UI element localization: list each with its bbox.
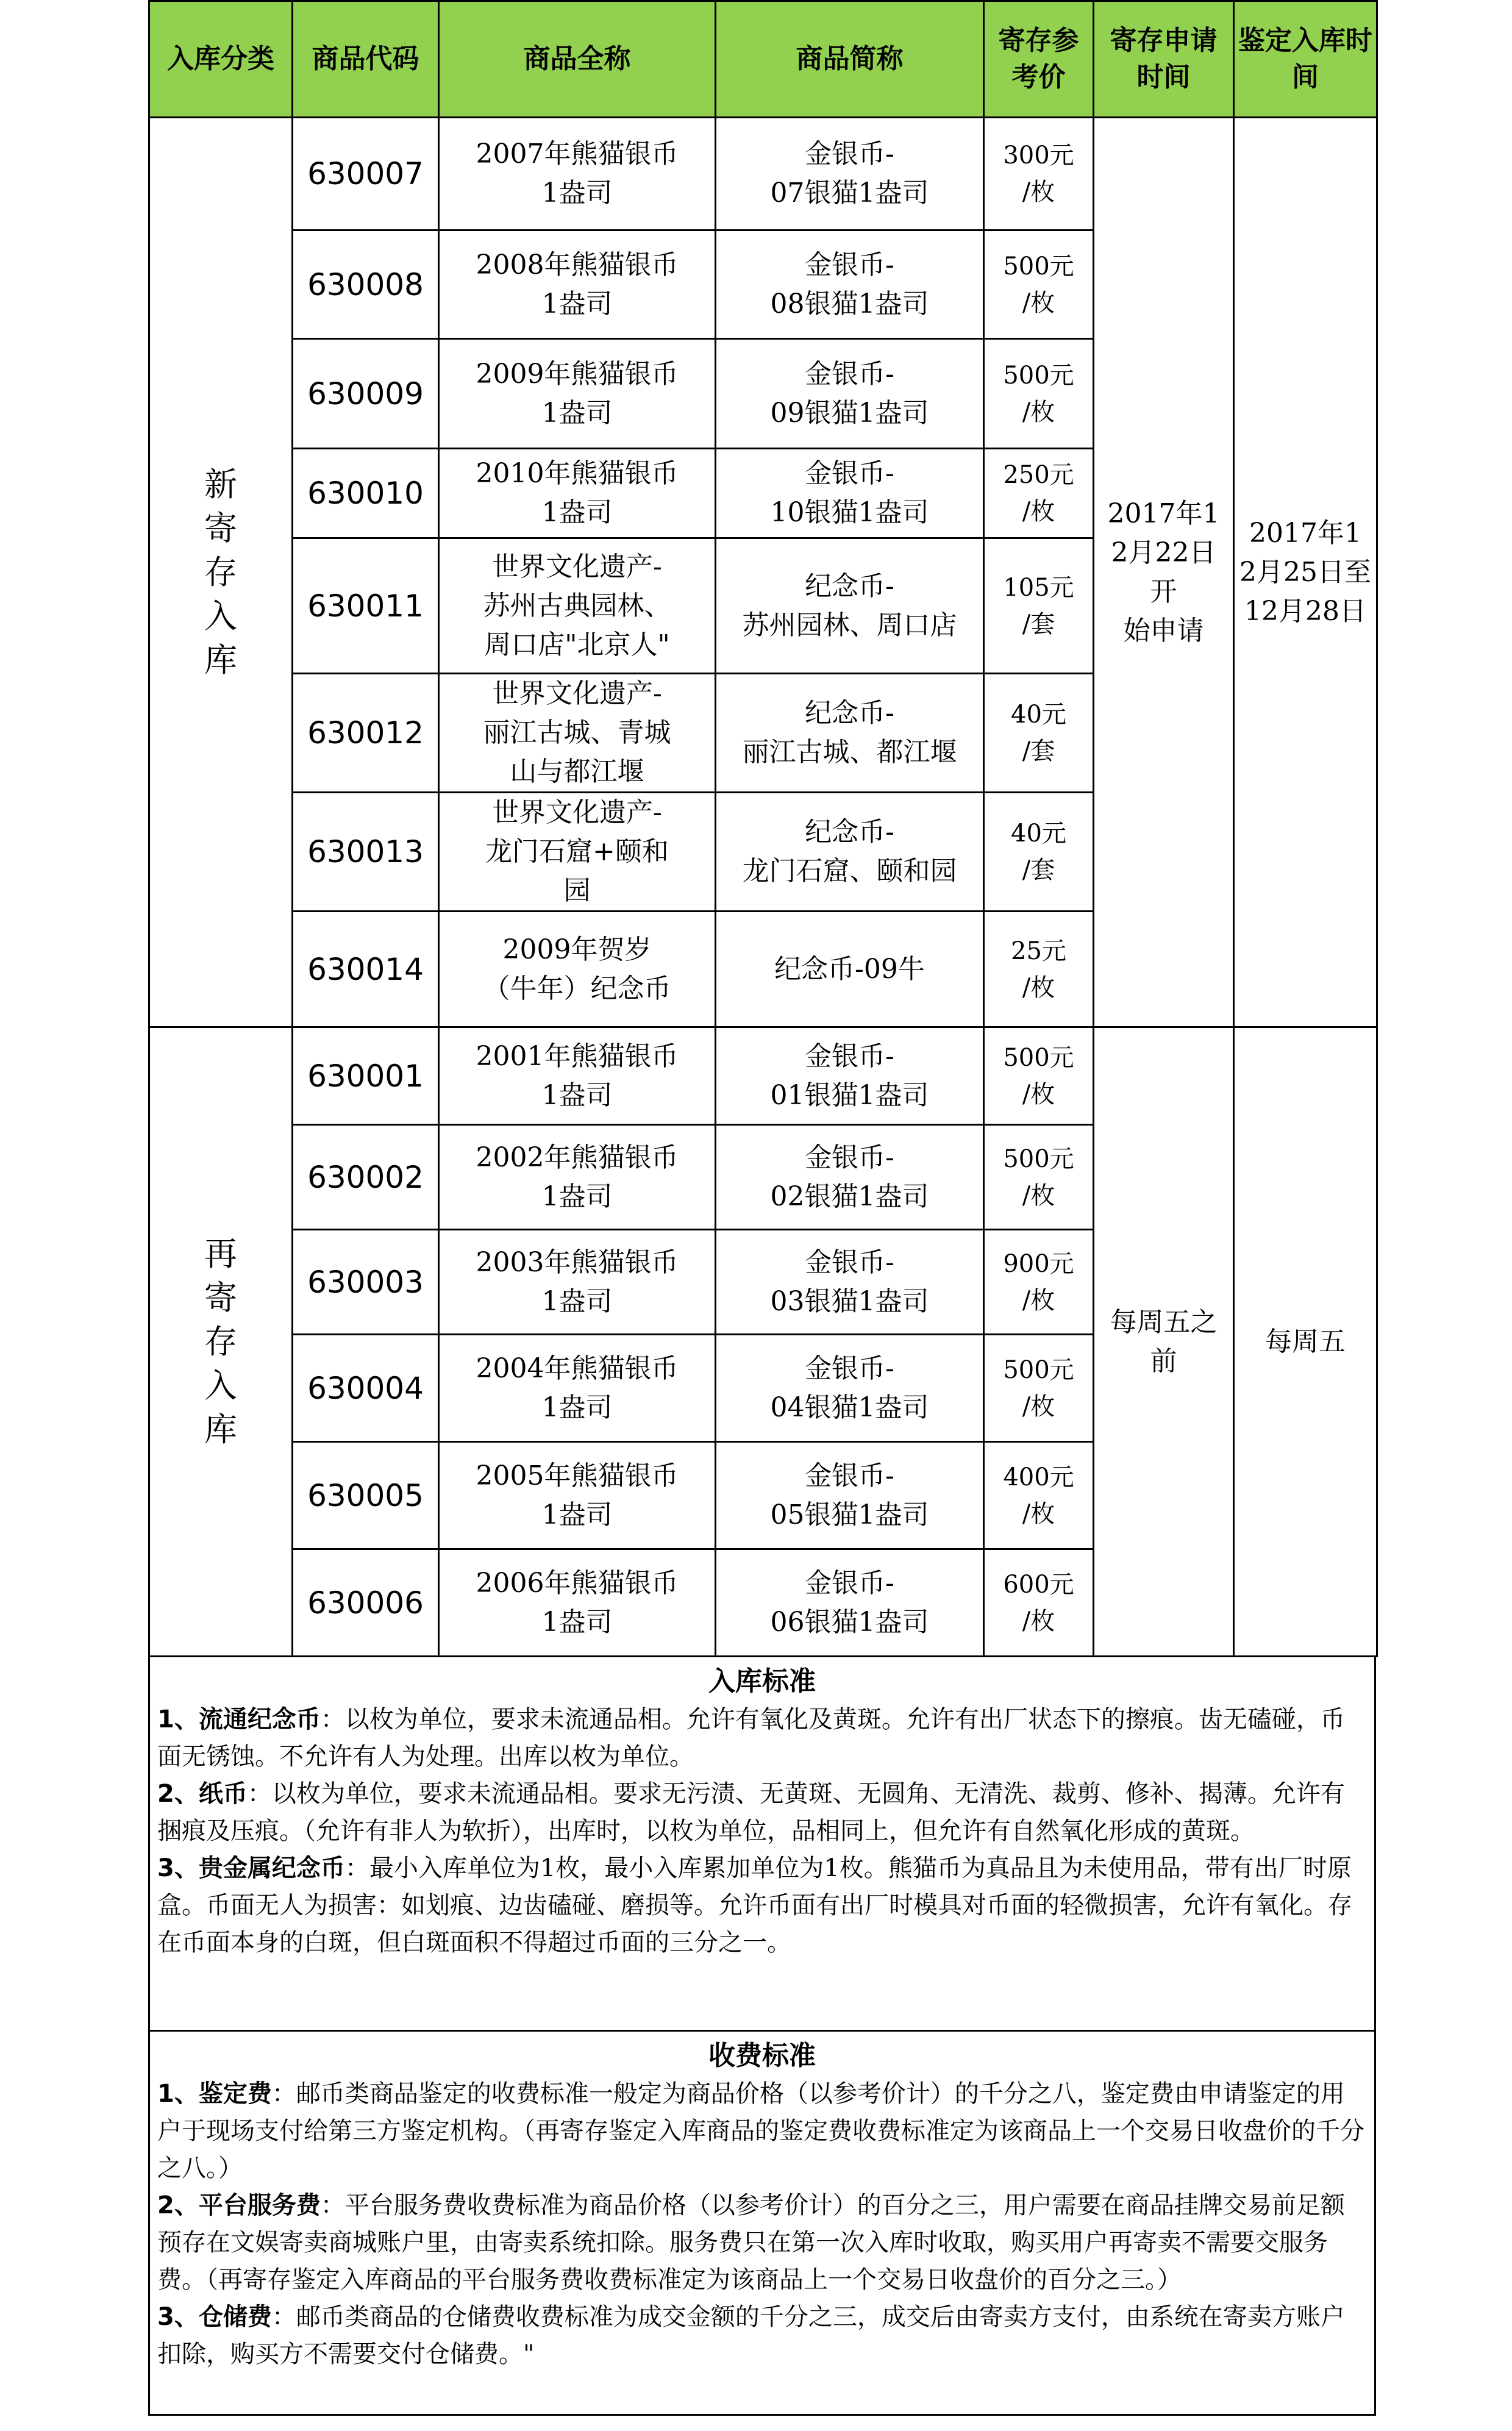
fee-rule-item-text: ：邮币类商品的仓储费收费标准为成交金额的千分之三，成交后由寄卖方支付，由系统在寄卖方账户扣除，购买方不需要交付仓储费。" [157,2303,1345,2368]
table-row [149,118,1377,230]
appraise-time-cell: 每周五 [1234,1027,1377,1657]
product-short-name: 金银币- 06银猫1盎司 [716,1549,984,1657]
storage-rule-item-label: 1、流通纪念币 [157,1705,321,1733]
storage-rule-item-text: ：最小入库单位为1枚，最小入库累加单位为1枚。熊猫币为真品且为未使用品，带有出厂时原盒。币面无人为损害：如划痕、边齿磕碰、磨损等。允许币面有出厂时模具对币面的轻微损害，允许有氧化。存在币面本身的白斑，但白斑面积不得超过币面的三分之一。 [157,1854,1352,1957]
storage-standard [148,1657,1376,2032]
reference-price: 500元 /枚 [984,339,1094,449]
reference-price: 300元 /枚 [984,118,1094,230]
header-category: 入库分类 [149,1,293,118]
storage-rule-item [157,1776,1367,1850]
reference-price: 105元 /套 [984,538,1094,674]
storage-rule-item-text: ：以枚为单位，要求未流通品相。允许有氧化及黄斑。允许有出厂状态下的擦痕。齿无磕碰，币面无锈蚀。不允许有人为处理。出库以枚为单位。 [157,1705,1345,1771]
product-short-name: 金银币- 07银猫1盎司 [716,118,984,230]
product-short-name: 金银币- 03银猫1盎司 [716,1230,984,1335]
header-short-name: 商品简称 [716,1,984,118]
apply-time-cell: 每周五之前 [1094,1027,1234,1657]
product-code: 630001 [293,1027,439,1125]
product-short-name: 金银币- 02银猫1盎司 [716,1125,984,1230]
table-row [149,1027,1377,1125]
product-short-name: 纪念币- 龙门石窟、颐和园 [716,793,984,912]
product-short-name: 纪念币-09牛 [716,912,984,1027]
product-full-name: 世界文化遗产- 丽江古城、青城 山与都江堰 [439,674,716,793]
product-code: 630007 [293,118,439,230]
appraise-time-cell: 2017年1 2月25日至 12月28日 [1234,118,1377,1027]
category-cell: 再 寄 存 入 库 [149,1027,293,1657]
product-full-name: 2005年熊猫银币 1盎司 [439,1442,716,1549]
product-full-name: 2010年熊猫银币 1盎司 [439,449,716,538]
document [148,0,1376,2416]
fee-rule-item [157,2076,1367,2187]
product-code: 630003 [293,1230,439,1335]
product-code: 630006 [293,1549,439,1657]
fee-standard [148,2032,1376,2416]
header-row [149,1,1377,118]
product-code: 630010 [293,449,439,538]
product-full-name: 2008年熊猫银币 1盎司 [439,230,716,339]
product-short-name: 金银币- 10银猫1盎司 [716,449,984,538]
product-code: 630005 [293,1442,439,1549]
product-code: 630011 [293,538,439,674]
product-short-name: 金银币- 01银猫1盎司 [716,1027,984,1125]
fee-rule-item [157,2299,1367,2373]
product-full-name: 2001年熊猫银币 1盎司 [439,1027,716,1125]
product-code: 630012 [293,674,439,793]
reference-price: 500元 /枚 [984,1125,1094,1230]
product-full-name: 世界文化遗产- 龙门石窟+颐和 园 [439,793,716,912]
reference-price: 40元 /套 [984,793,1094,912]
product-full-name: 2009年熊猫银币 1盎司 [439,339,716,449]
fee-rule-item-text: ：平台服务费收费标准为商品价格（以参考价计）的百分之三，用户需要在商品挂牌交易前足额预存在文娱寄卖商城账户里，由寄卖系统扣除。服务费只在第一次入库时收取，购买用户再寄卖不需要交服务费。（再寄存鉴定入库商品的平台服务费收费标准定为该商品上一个交易日收盘价的百分之三。） [157,2191,1345,2294]
product-short-name: 金银币- 04银猫1盎司 [716,1335,984,1442]
fee-rule-item-text: ：邮币类商品鉴定的收费标准一般定为商品价格（以参考价计）的千分之八，鉴定费由申请鉴定的用户于现场支付给第三方鉴定机构。（再寄存鉴定入库商品的鉴定费收费标准定为该商品上一个交易日收盘价的千分之八。） [157,2080,1364,2182]
product-short-name: 金银币- 08银猫1盎司 [716,230,984,339]
product-full-name: 2006年熊猫银币 1盎司 [439,1549,716,1657]
fee-rule-item-label: 3、仓储费 [157,2303,272,2331]
fee-rule-item [157,2187,1367,2299]
product-full-name: 2009年贺岁 （牛年）纪念币 [439,912,716,1027]
product-short-name: 纪念币- 苏州园林、周口店 [716,538,984,674]
product-code: 630002 [293,1125,439,1230]
storage-rule-item [157,1701,1367,1776]
storage-rule-item-label: 2、纸币 [157,1780,248,1808]
product-short-name: 金银币- 09银猫1盎司 [716,339,984,449]
fee-rule-item-label: 2、平台服务费 [157,2191,321,2219]
reference-price: 400元 /枚 [984,1442,1094,1549]
product-code: 630008 [293,230,439,339]
header-full-name: 商品全称 [439,1,716,118]
product-code: 630013 [293,793,439,912]
product-code: 630004 [293,1335,439,1442]
storage-rule-item-text: ：以枚为单位，要求未流通品相。要求无污渍、无黄斑、无圆角、无清洗、裁剪、修补、揭薄。允许有捆痕及压痕。（允许有非人为软折），出库时，以枚为单位，品相同上，但允许有自然氧化形成的黄斑。 [157,1780,1345,1845]
reference-price: 600元 /枚 [984,1549,1094,1657]
header-appraise-time: 鉴定入库时间 [1234,1,1377,118]
header-apply-time: 寄存申请时间 [1094,1,1234,118]
header-price: 寄存参考价 [984,1,1094,118]
fee-standard-title: 收费标准 [708,2040,816,2071]
product-code: 630009 [293,339,439,449]
reference-price: 500元 /枚 [984,1335,1094,1442]
product-full-name: 2007年熊猫银币 1盎司 [439,118,716,230]
product-full-name: 2004年熊猫银币 1盎司 [439,1335,716,1442]
fee-rule-item-label: 1、鉴定费 [157,2080,272,2108]
storage-rule-item-label: 3、贵金属纪念币 [157,1854,345,1882]
storage-rule-item [157,1850,1367,1962]
warehousing-table [148,0,1378,1657]
product-code: 630014 [293,912,439,1027]
product-short-name: 纪念币- 丽江古城、都江堰 [716,674,984,793]
reference-price: 25元 /枚 [984,912,1094,1027]
reference-price: 40元 /套 [984,674,1094,793]
category-cell: 新 寄 存 入 库 [149,118,293,1027]
product-full-name: 世界文化遗产- 苏州古典园林、 周口店"北京人" [439,538,716,674]
storage-standard-title: 入库标准 [708,1666,816,1697]
product-full-name: 2003年熊猫银币 1盎司 [439,1230,716,1335]
apply-time-cell: 2017年1 2月22日开 始申请 [1094,118,1234,1027]
reference-price: 900元 /枚 [984,1230,1094,1335]
header-code: 商品代码 [293,1,439,118]
reference-price: 500元 /枚 [984,1027,1094,1125]
reference-price: 250元 /枚 [984,449,1094,538]
reference-price: 500元 /枚 [984,230,1094,339]
product-short-name: 金银币- 05银猫1盎司 [716,1442,984,1549]
product-full-name: 2002年熊猫银币 1盎司 [439,1125,716,1230]
